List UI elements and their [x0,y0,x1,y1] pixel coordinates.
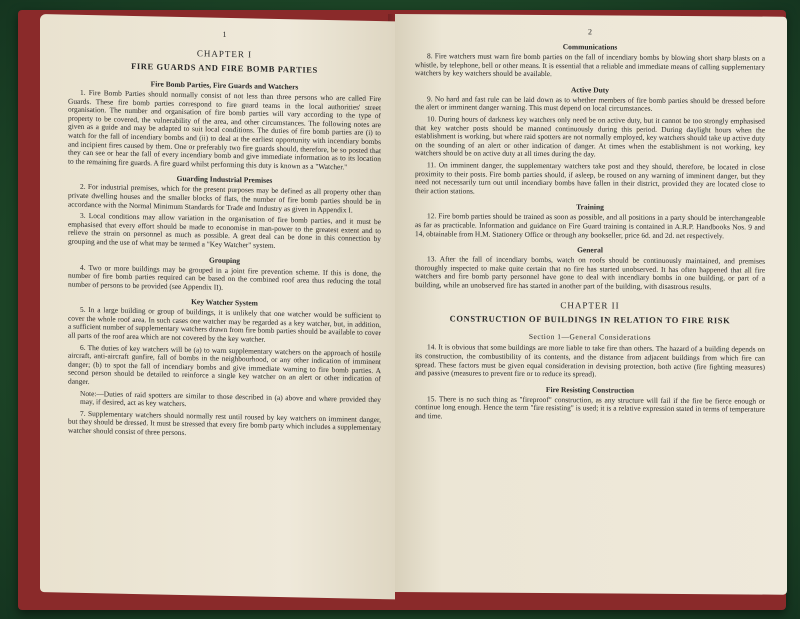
paragraph: 3. Local conditions may allow variation in the organisation of fire bomb parties, and it must be emphasised that every effort should be made to economise in man-power to the greatest extent and to relieve the strain on personnel as much as possible. A great deal can be done in this connection by grouping and the use of what may be termed a "Key Watcher" system. [68,210,381,250]
chapter-title: CONSTRUCTION OF BUILDINGS IN RELATION TO FIRE RISK [449,313,731,326]
paragraph: 8. Fire watchers must warn fire bomb parties on the fall of incendiary bombs by blowing short sharp blasts on a whistle, by telephone, bell or other means. It is essential that a reliable and immediate means of calling supplementary watchers by key watchers should be available. [415,51,765,79]
page-number: 2 [588,27,592,37]
chapter-heading: CHAPTER II [560,300,620,312]
subheading: Communications [562,42,618,52]
right-page-body-top [415,41,765,292]
chapter-heading: CHAPTER I [196,48,253,60]
subheading: Fire Resisting Construction [545,384,635,395]
subheading: Guarding Industrial Premises [176,174,273,186]
right-page-body-bottom [415,344,765,424]
paragraph: 14. It is obvious that some buildings are more liable to take fire than others. The hazard of a building depends on its construction, the combustibility of its contents, and the distance from adjacent buildings from which fire can spread. These factors must be given equal consideration in devising protection, both active (fire fighting measures) and passive (measures to prevent fire or to reduce its spread). [415,342,765,379]
paragraph: 7. Supplementary watchers should normally rest until roused by key watchers on imminent danger, but they should be dressed. It must be stressed that every fire bomb party which includes a supplementary watcher should consist of three persons. [68,408,381,438]
subheading: Training [576,202,604,212]
paragraph: 1. Fire Bomb Parties should normally consist of not less than three persons who are called Fire Guards. These fire bomb parties correspond to fire guard teams in the local authorities' street organisation. The number and organisation of fire bomb parties will vary according to the type of property to be covered, the vulnerability of the area, and other circumstances. The following notes are given as a guide and may be adapted to suit local conditions. The duties of fire bomb parties are (i) to watch for the fall of incendiary bombs and (ii) to deal at the earliest opportunity with incendiary bombs and incipient fires caused by them. One or preferably two fire guards should, therefore, be so posted that they can see or hear the fall of every incendiary bomb and give immediate information as to its location to the remaining fire guards. A fire guard whilst performing this duty is known as a "Watcher." [68,87,381,172]
section-heading: Section 1—General Considerations [528,332,652,343]
chapter-title: FIRE GUARDS AND FIRE BOMB PARTIES [131,60,318,75]
paragraph: 5. In a large building or group of buildings, it is unlikely that one watcher would be sufficient to cover the whole roof area. In such cases one watcher may be regarded as a key watcher, but, in addition, a sufficient number of supplementary watchers drawn from fire bomb parties should be available to cover all parts of the roof area which are not covered by the key watcher. [68,305,381,344]
subheading: Key Watcher System [191,297,258,308]
paragraph: 15. There is no such thing as "fireproof" construction, as any structure will fail if the fire be fierce enough or continue long enough. Hence the term "fire resisting" is used; it is a relative expression stated in terms of temperature and time. [415,394,765,421]
subheading: Fire Bomb Parties, Fire Guards and Watchers [150,79,299,92]
paragraph: 9. No hard and fast rule can be laid down as to whether members of fire bomb parties should be dressed before the alert or imminent danger warning. This must depend on local circumstances. [415,94,765,114]
paragraph: 4. Two or more buildings may be grouped in a joint fire prevention scheme. If this is done, the number of fire bomb parties required can be based on the combined roof area thus reducing the total number of persons to be provided (see Appendix II). [68,262,381,292]
page-number: 1 [222,29,227,39]
paragraph: 6. The duties of key watchers will be (a) to warn supplementary watchers on the approach of hostile aircraft, anti-aircraft gunfire, fall of bombs in the neighbourhood, or any other indication of imminent danger; (b) to spot the fall of incendiary bombs and give immediate warning to fire bomb parties. A second person should be detailed to reinforce a single key watcher on an alert or other indication of danger. [68,342,381,387]
paragraph: 2. For industrial premises, which for the present purposes may be defined as all property other than private dwelling houses and the smaller blocks of flats, the number of fire bomb parties should be in accordance with the Normal Minimum Standards for Trade and Industry as given in Appendix I. [68,182,381,215]
note-paragraph: Note:—Duties of raid spotters are similar to those described in (a) above and where provided they may, if desired, act as key watchers. [80,388,381,409]
paragraph: 11. On imminent danger, the supplementary watchers take post and they should, therefore, be located in close proximity to their posts. Fire bomb parties should, if asleep, be roused on any warning of imminent danger, but they need not necessarily turn out until incendiary bombs have fallen in their district, provided they are located close to their action stations. [415,160,765,196]
subheading: Active Duty [570,85,610,95]
subheading: Grouping [208,255,241,265]
subheading: General [577,245,603,255]
paragraph: 10. During hours of darkness key watchers only need be on active duty, but it cannot be too strongly emphasised that key watcher posts should be manned continuously during this period. During daylight hours when the establishment is working, but where raid spotters are not normally employed, key watchers should take up active duty on the sounding of an alert or other indication of danger. At times when the establishment is not working, key watchers should be on active duty at all times during the day. [415,114,765,159]
left-page [40,14,395,599]
paragraph: 13. After the fall of incendiary bombs, watch on roofs should be continuously maintained, and premises thoroughly inspected to make quite certain that no fire has started unobserved. It has often happened that all fire watchers and fire bomb party personnel have gone to deal with incendiary bombs in one building, or part of a building, while an unobserved fire has started in another part of the building, with disastrous results. [415,254,765,292]
left-page-body [68,78,381,442]
paragraph: 12. Fire bomb parties should be trained as soon as possible, and all positions in a party should be interchangeable as far as practicable. Information and guidance on Fire Guard training is contained in A.R.P. Handbooks Nos. 9 and 14, obtainable from H.M. Stationery Office or through any bookseller, price 6d. and 2d. net respectively. [415,211,765,240]
right-page [395,14,787,595]
